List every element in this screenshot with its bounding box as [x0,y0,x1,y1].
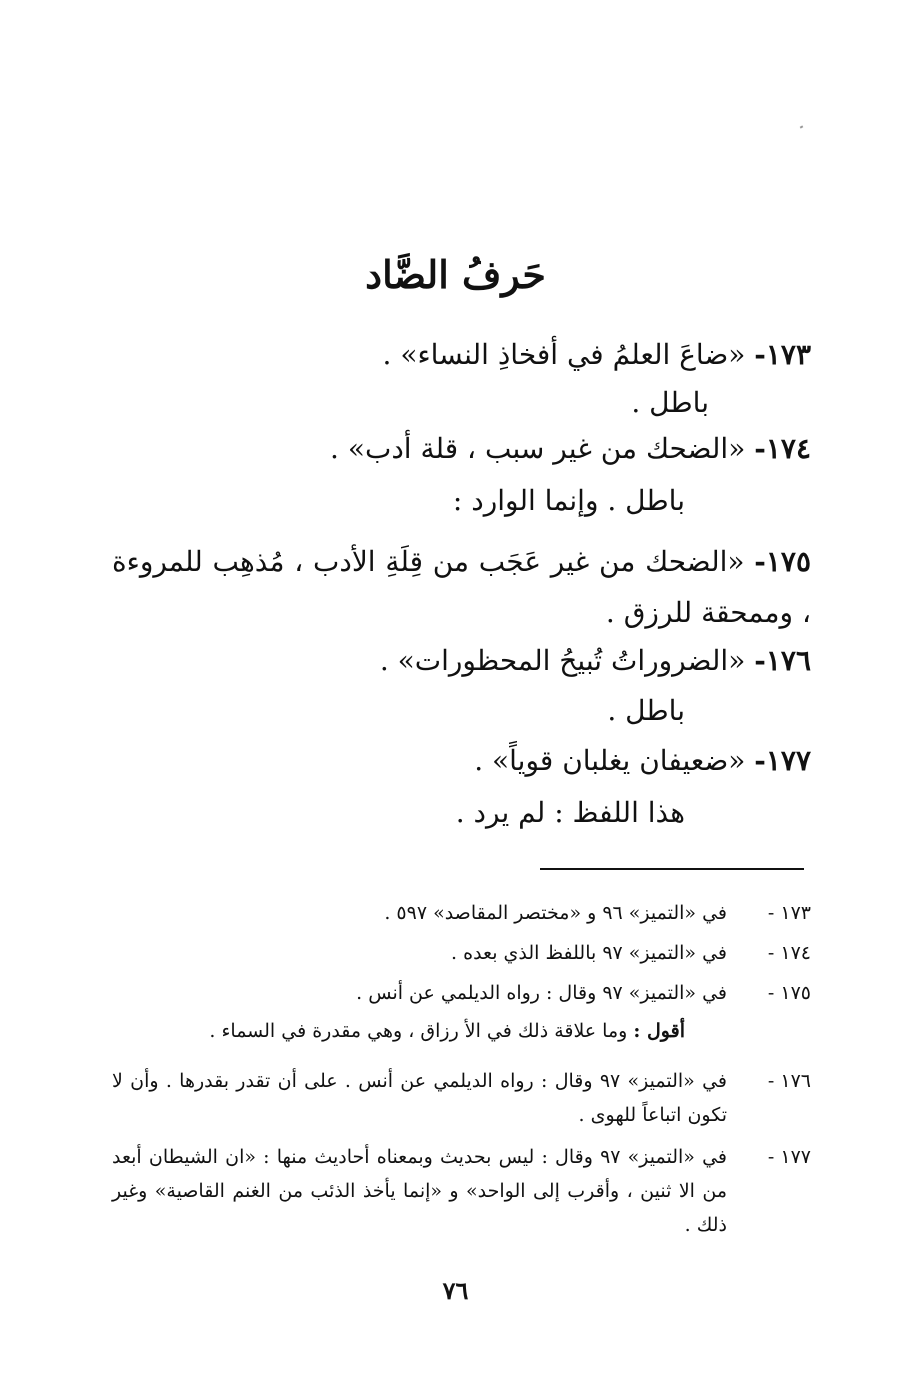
entry-number: ١٧٦- [754,644,811,677]
footnote-177 [0,1140,911,1242]
footnote-number: ١٧٤ - [767,942,811,964]
footnote-number: ١٧٦ - [767,1070,811,1092]
footnote-number: ١٧٥ - [767,982,811,1004]
entry-number: ١٧٤- [754,432,811,465]
footnote-175 [0,976,911,1010]
page-speck [800,125,804,128]
footnote-176 [0,1064,911,1132]
entry-174-verdict: باطل . وإنما الوارد : [452,484,685,517]
comment-text: وما علاقة ذلك في الأ رزاق ، وهي مقدرة في السماء . [209,1020,628,1042]
entry-number: ١٧٥- [754,545,812,578]
entry-176-verdict: باطل . [607,694,685,727]
footnote-text: في «التميز» ٩٧ وقال : رواه الديلمي عن أنس . [356,982,727,1004]
footnote-173 [0,896,911,930]
footnote-number: ١٧٣ - [767,902,811,924]
footnote-separator [540,868,804,870]
footnote-text: في «التميز» ٩٧ باللفظ الذي بعده . [451,942,727,964]
chapter-title: حَرفُ الضَّاد [365,252,546,297]
entry-175 [112,536,811,638]
entry-text: «الضحك من غير سبب ، قلة أدب» . [330,432,746,465]
entry-number: ١٧٧- [754,744,811,777]
entry-number: ١٧٣- [754,338,811,371]
entry-text: «ضاعَ العلمُ في أفخاذِ النساء» . [382,338,746,371]
entry-176 [380,644,811,677]
page-number: ٧٦ [442,1276,469,1305]
entry-text: «ضعيفان يغلبان قوياً» . [474,744,746,777]
entry-173 [383,338,811,371]
footnote-175-comment [209,1020,685,1042]
footnote-text: في «التميز» ٩٧ وقال : رواه الديلمي عن أنس . على أن تقدر بقدرها . وأن لا تكون اتباعاً للهوى . [112,1070,728,1126]
entry-text: «الضروراتُ تُبيحُ المحظورات» . [379,644,746,677]
entry-173-verdict: باطل . [631,386,709,419]
footnote-174 [0,936,911,970]
footnote-text: في «التميز» ٩٦ و «مختصر المقاصد» ٥٩٧ . [384,902,727,924]
footnote-text: في «التميز» ٩٧ وقال : ليس بحديث وبمعناه أحاديث منها : «ان الشيطان أبعد من الا ثنين ، وأقرب إلى الواحد» و «إنما يأخذ الذئب من الغنم القاصية» وغير ذلك . [112,1146,727,1236]
entry-177 [474,744,811,777]
entry-text: «الضحك من غير عَجَب من قِلَةِ الأدب ، مُذهِب للمروءة ، وممحقة للرزق . [112,545,811,629]
entry-174 [330,432,811,465]
entry-177-verdict: هذا اللفظ : لم يرد . [455,796,685,829]
comment-label: أقول : [633,1020,685,1042]
footnote-number: ١٧٧ - [767,1146,811,1168]
